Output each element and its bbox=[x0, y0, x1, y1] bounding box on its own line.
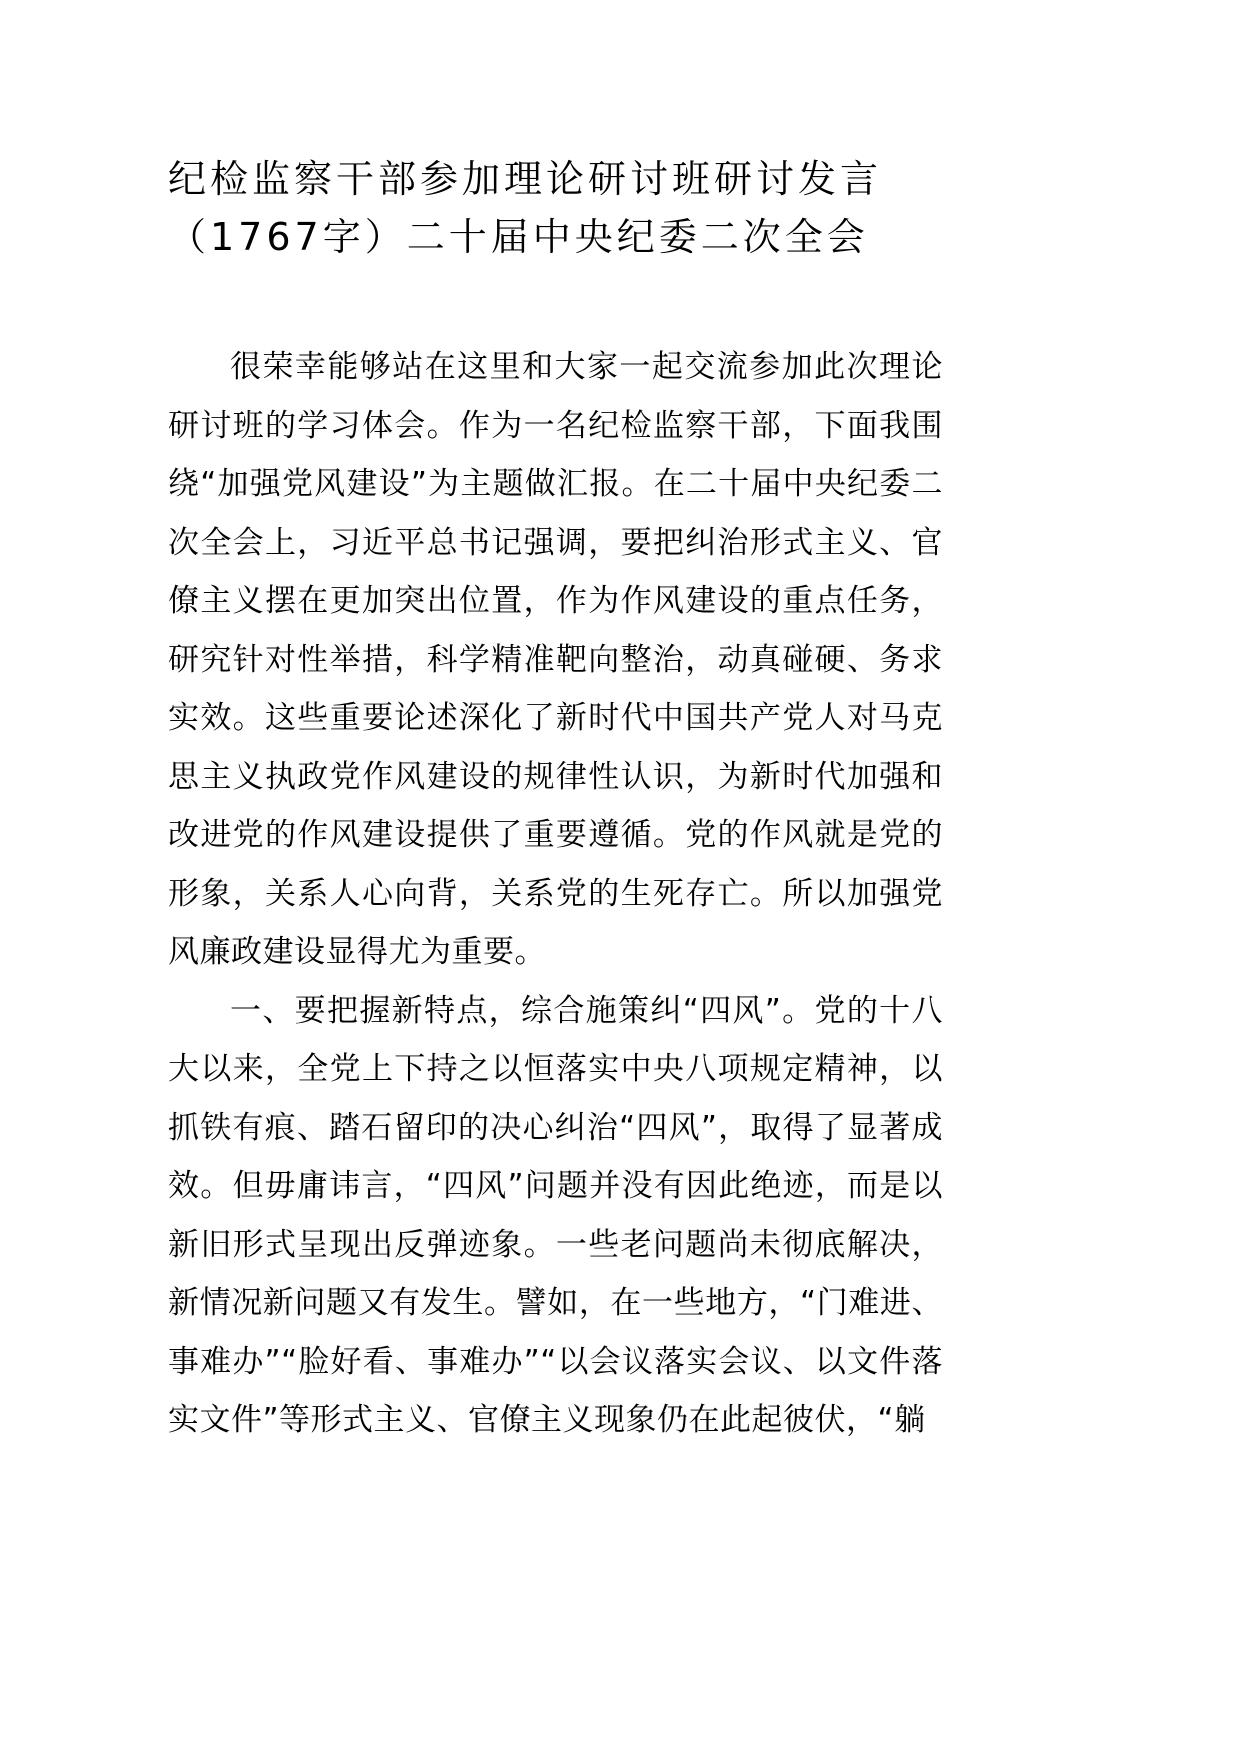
paragraph-intro: 很荣幸能够站在这里和大家一起交流参加此次理论研讨班的学习体会。作为一名纪检监察干部，下面我围绕“加强党风建设”为主题做汇报。在二十届中央纪委二次全会上，习近平总书记强调，要把纠治形式主义、官僚主义摆在更加突出位置，作为作风建设的重点任务，研究针对性举措，科学精准靶向整治，动真碰硬、务求实效。这些重要论述深化了新时代中国共产党人对马克思主义执政党作风建设的规律性认识，为新时代加强和改进党的作风建设提供了重要遵循。党的作风就是党的形象，关系人心向背，关系党的生死存亡。所以加强党风廉政建设显得尤为重要。 bbox=[168, 349, 943, 970]
document-title bbox=[168, 150, 943, 266]
title-line-2: （1767字）二十届中央纪委二次全会 bbox=[168, 215, 869, 259]
paragraph-section-1: 一、要把握新特点，综合施策纠“四风”。党的十八大以来，全党上下持之以恒落实中央八项规定精神，以抓铁有痕、踏石留印的决心纠治“四风”，取得了显著成效。但毋庸讳言，“四风”问题并没有因此绝迹，而是以新旧形式呈现出反弹迹象。一些老问题尚未彻底解决，新情况新问题又有发生。譬如，在一些地方，“门难进、事难办”“脸好看、事难办”“以会议落实会议、以文件落实文件”等形式主义、官僚主义现象仍在此起彼伏，“躺 bbox=[168, 992, 943, 1438]
document-body bbox=[168, 338, 943, 1450]
title-line-1: 纪检监察干部参加理论研讨班研讨发言 bbox=[168, 157, 883, 201]
document-page bbox=[168, 150, 943, 1450]
